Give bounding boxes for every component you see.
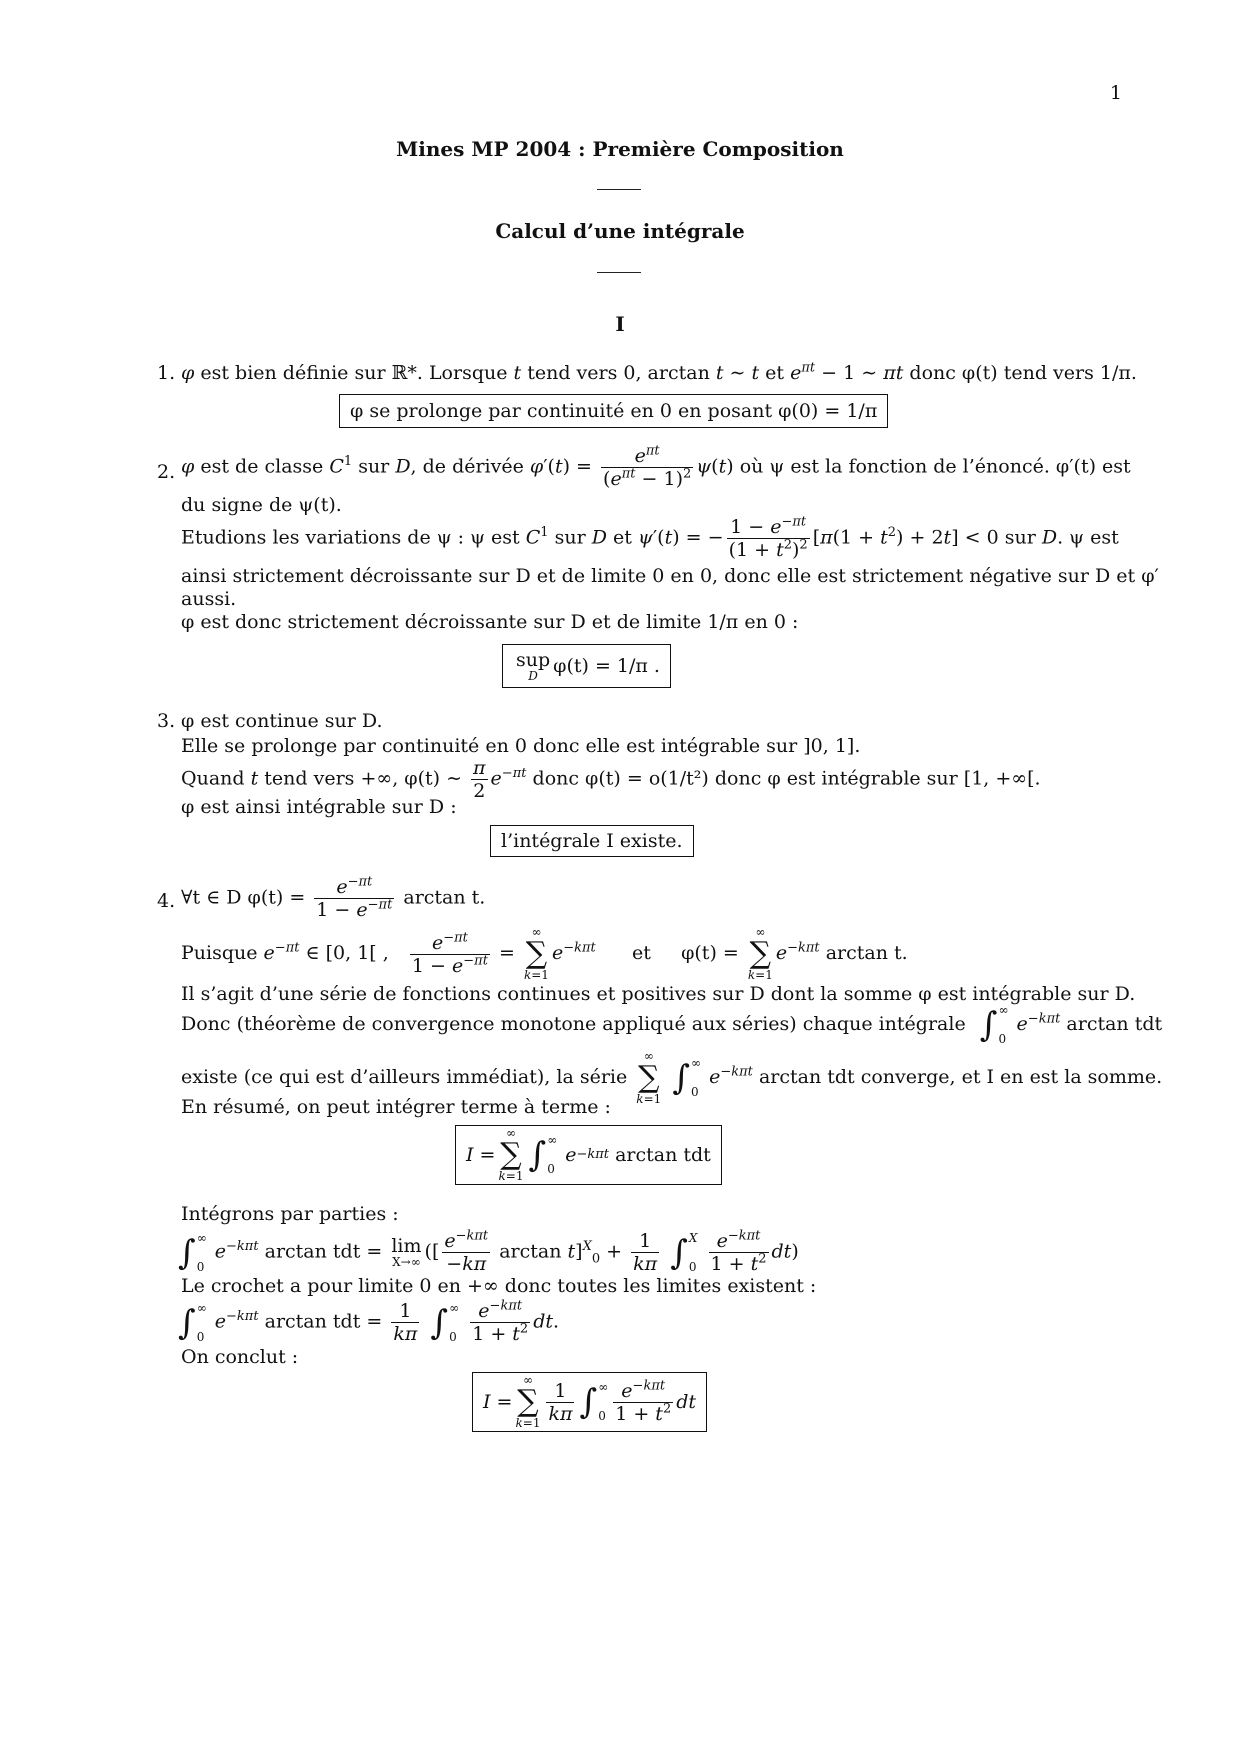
section-heading: I [615, 312, 625, 336]
title-divider [597, 189, 641, 190]
question-2-line-1: φ est de classe $C^1$ sur D, de dérivée φ′(t) = $\frac{e^{\pi t}}{(e^{\pi t} - 1)^2}$ ψ(t) où ψ est la fonction de l’énoncé. φ′(t) est [181, 443, 1131, 490]
question-4-line-4: Donc (théorème de convergence monotone appliqué aux séries) chaque intégrale ∫ ∞ 0 $e^{-k\pi t}$ arctan tdt [181, 1003, 1163, 1046]
question-4-line-2: Puisque $e^{-\pi t}$ ∈ [0, 1[ , $\frac{e^{-\pi t}}{1 - e^{-\pi t}}$ = ∞ ∑ k=1 $e^{-k\pi t}$ et φ(t) = ∞ ∑ k=1 $e^{-k\pi t}$ arctan t. [181, 925, 908, 982]
question-4-line-3: Il s’agit d’une série de fonctions continues et positives sur D dont la somme φ est intégrable sur D. [181, 983, 1136, 1005]
question-2-line-4: ainsi strictement décroissante sur D et de limite 0 en 0, donc elle est strictement négative sur D et φ′ [181, 565, 1159, 587]
question-1-result-box: φ se prolonge par continuité en 0 en posant φ(0) = 1/π [339, 394, 888, 428]
limit-result-formula: ∫ ∞ 0 $e^{-k\pi t}$ arctan tdt = $\frac{1}{k\pi}$ ∫ ∞ 0 $\frac{e^{-k\pi t}}{1 + t^2}$ dt. [178, 1298, 560, 1345]
question-2-number: 2. [157, 461, 176, 483]
question-1-number: 1. [157, 362, 176, 384]
question-3-line-3: Quand t tend vers +∞, φ(t) ∼ $\frac{\pi}{2}$ $e^{-\pi t}$ donc φ(t) = o(1/t²) donc φ est intégrable sur [1, +∞[. [181, 757, 1041, 802]
question-2-result-box: sup D φ(t) = 1/π . [502, 644, 671, 688]
question-4-line-5: existe (ce qui est d’ailleurs immédiat), la série ∞ ∑ k=1 ∫ ∞ 0 $e^{-k\pi t}$ arctan tdt converge, et I en est la somme. [181, 1049, 1163, 1106]
question-4-line-9: On conclut : [181, 1346, 299, 1368]
question-4-line-8: Le crochet a pour limite 0 en +∞ donc toutes les limites existent : [181, 1275, 817, 1297]
document-title: Mines MP 2004 : Première Composition [396, 137, 844, 161]
question-2-line-3: Etudions les variations de ψ : ψ est $C^1$ sur D et ψ′(t) = − $\frac{1 - e^{-\pi t}}{(1 + t^2)^2}$ $[\pi(1 + t^2) + 2t] < 0$ sur D. ψ est [181, 514, 1119, 561]
final-result-box: I = ∞ ∑ k=1 $\frac{1}{k\pi}$ ∫ ∞ 0 $\frac{e^{-k\pi t}}{1 + t^2}$ dt [472, 1372, 707, 1432]
question-2-line-2: du signe de ψ(t). [181, 494, 342, 516]
question-2-line-6: φ est donc strictement décroissante sur D et de limite 1/π en 0 : [181, 611, 799, 633]
question-3-result-box: l’intégrale I existe. [490, 825, 694, 857]
page-number: 1 [1109, 82, 1122, 104]
question-1-line: φ est bien définie sur ℝ*. Lorsque t tend vers 0, arctan t ∼ t et $e^{\pi t} - 1$ ∼ πt donc φ(t) tend vers 1/π. [181, 360, 1137, 384]
question-3-line-2: Elle se prolonge par continuité en 0 donc elle est intégrable sur ]0, 1]. [181, 735, 861, 757]
document-subtitle: Calcul d’une intégrale [495, 219, 745, 243]
integration-by-parts-formula: ∫ ∞ 0 $e^{-k\pi t}$ arctan tdt = lim X→∞ ([ $\frac{e^{-k\pi t}}{-k\pi}$ arctan t]$^X_0$ + $\frac{1}{k\pi}$ ∫ X 0 $\frac{e^{-k\pi t}}{1 + t^2}$ dt) [178, 1228, 799, 1275]
question-4-number: 4. [157, 890, 176, 912]
question-3-line-1: φ est continue sur D. [181, 710, 383, 732]
question-3-number: 3. [157, 710, 176, 732]
question-4-line-1: ∀t ∈ D φ(t) = $\frac{e^{-\pi t}}{1 - e^{-\pi t}}$ arctan t. [181, 874, 486, 921]
question-2-line-5: aussi. [181, 588, 237, 610]
question-4-line-6: En résumé, on peut intégrer terme à terme : [181, 1096, 611, 1118]
question-4-line-7: Intégrons par parties : [181, 1203, 399, 1225]
subtitle-divider [597, 272, 641, 273]
question-4-series-box: I = ∞ ∑ k=1 ∫ ∞ 0 e −kπt arctan tdt [455, 1125, 722, 1185]
question-3-line-4: φ est ainsi intégrable sur D : [181, 796, 457, 818]
